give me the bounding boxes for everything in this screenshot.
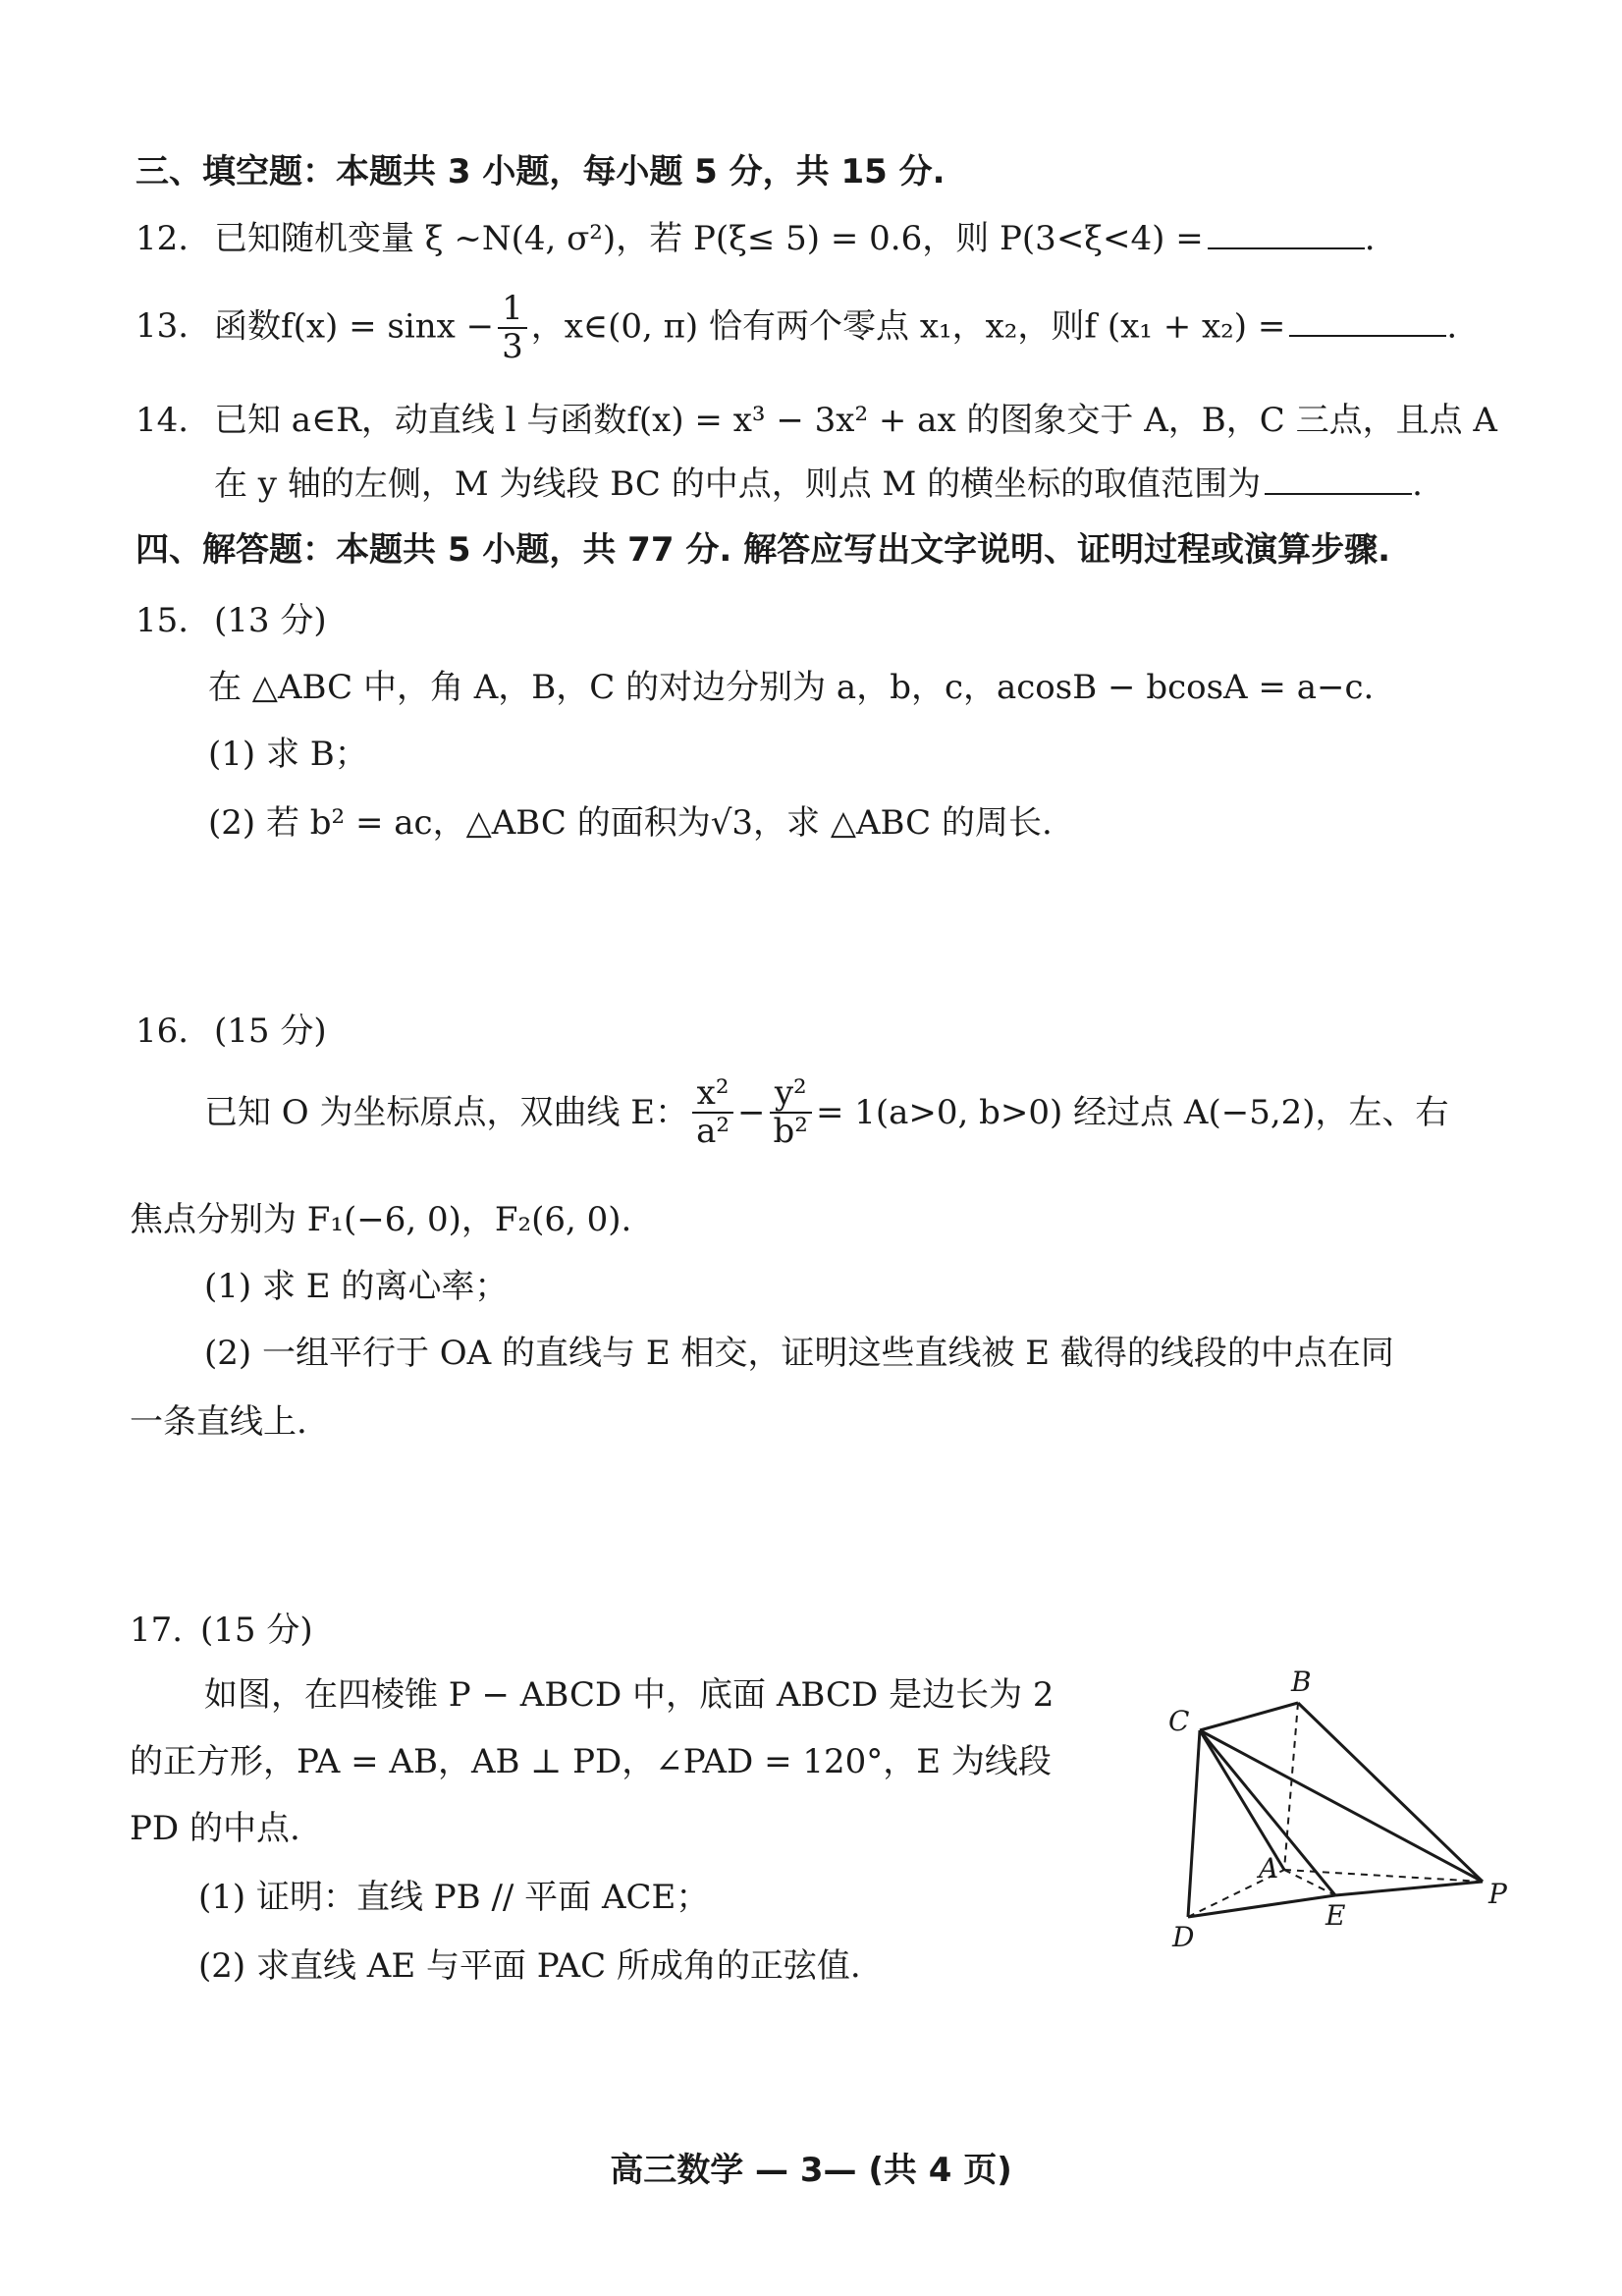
- answer-blank: [1289, 305, 1446, 337]
- label-E: E: [1325, 1899, 1346, 1932]
- question-17-stem-line2: 的正方形，PA = AB，AB ⊥ PD，∠PAD = 120°，E 为线段: [130, 1742, 1052, 1781]
- question-text-after: ，x∈(0, π) 恰有两个零点 x₁，x₂，则f (x₁ + x₂) =: [530, 306, 1286, 347]
- question-text-line1: 已知 a∈R，动直线 l 与函数f(x) = x³ − 3x² + ax 的图象交于 A，B，C 三点，且点 A: [214, 401, 1497, 440]
- answer-blank: [1265, 464, 1412, 495]
- question-12: [135, 218, 1376, 259]
- fraction-y: [770, 1075, 812, 1151]
- question-17-part2: (2) 求直线 AE 与平面 PAC 所成角的正弦值.: [198, 1946, 861, 1986]
- question-17-stem-line1: 如图，在四棱锥 P − ABCD 中，底面 ABCD 是边长为 2: [204, 1675, 1054, 1715]
- question-17-stem-line3: PD 的中点.: [130, 1809, 300, 1848]
- question-15-part1: (1) 求 B；: [208, 735, 368, 774]
- question-text-before: 函数f(x) = sinx −: [214, 306, 495, 347]
- pyramid-figure: [1159, 1660, 1532, 1954]
- minus-sign: −: [737, 1092, 766, 1132]
- label-P: P: [1488, 1878, 1507, 1910]
- question-14-line2: [214, 464, 1423, 505]
- edge-CD: [1188, 1730, 1200, 1917]
- question-16-part2-line2: 一条直线上.: [130, 1402, 307, 1442]
- question-16-part1: (1) 求 E 的离心率；: [204, 1267, 509, 1306]
- fraction: [498, 291, 527, 366]
- label-B: B: [1291, 1666, 1312, 1698]
- fraction-denominator: b²: [773, 1112, 808, 1152]
- question-number: 17.: [130, 1611, 184, 1650]
- edge-BA-hidden: [1284, 1703, 1298, 1870]
- period: .: [1364, 219, 1376, 258]
- label-C: C: [1168, 1705, 1190, 1737]
- fraction-x: [692, 1075, 733, 1151]
- question-score: (13 分): [214, 601, 327, 640]
- question-number: 14.: [135, 401, 189, 440]
- fraction-numerator: y²: [770, 1075, 812, 1114]
- question-number: 12.: [135, 219, 189, 258]
- stem-text-before: 已知 O 为坐标原点，双曲线 E：: [204, 1092, 689, 1132]
- fraction-denominator: 3: [502, 327, 523, 367]
- question-16-header: [135, 1011, 327, 1052]
- question-13: [135, 291, 1457, 366]
- section-4-heading: 四、解答题：本题共 5 小题，共 77 分. 解答应写出文字说明、证明过程或演算步骤.: [135, 530, 1390, 570]
- question-score: (15 分): [200, 1611, 313, 1650]
- question-15-header: [135, 601, 327, 641]
- question-score: (15 分): [214, 1011, 327, 1051]
- edge-DE: [1188, 1895, 1335, 1917]
- edge-EP: [1335, 1882, 1483, 1895]
- question-number: 16.: [135, 1011, 189, 1051]
- fraction-numerator: 1: [498, 291, 527, 329]
- fraction-denominator: a²: [696, 1112, 730, 1152]
- question-14: [135, 401, 1497, 441]
- stem-text-after: = 1(a>0, b>0) 经过点 A(−5,2)，左、右: [815, 1092, 1449, 1132]
- question-16-part2-line1: (2) 一组平行于 OA 的直线与 E 相交，证明这些直线被 E 截得的线段的中点在同: [204, 1334, 1394, 1373]
- edge-BP: [1298, 1703, 1483, 1882]
- question-text: 已知随机变量 ξ ~N(4, σ²)，若 P(ξ≤ 5) = 0.6，则 P(3<ξ<4) =: [214, 219, 1204, 258]
- question-text-line2: 在 y 轴的左侧，M 为线段 BC 的中点，则点 M 的横坐标的取值范围为: [214, 465, 1262, 504]
- page-footer: 高三数学 — 3— (共 4 页): [610, 2151, 1012, 2190]
- period: .: [1446, 306, 1458, 347]
- question-16-stem-line2: 焦点分别为 F₁(−6, 0)，F₂(6, 0).: [130, 1200, 632, 1239]
- section-3-heading: 三、填空题：本题共 3 小题，每小题 5 分，共 15 分.: [135, 152, 946, 191]
- question-17-part1: (1) 证明：直线 PB // 平面 ACE；: [198, 1878, 710, 1917]
- label-A: A: [1259, 1852, 1279, 1885]
- edge-AP-hidden: [1284, 1870, 1483, 1882]
- edge-CP: [1200, 1730, 1483, 1882]
- answer-blank: [1208, 218, 1365, 249]
- label-D: D: [1172, 1921, 1195, 1953]
- question-number: 13.: [135, 306, 189, 347]
- fraction-numerator: x²: [692, 1075, 733, 1114]
- edge-AE-hidden: [1284, 1870, 1335, 1895]
- edge-CB: [1200, 1703, 1298, 1730]
- question-15-stem: 在 △ABC 中，角 A，B，C 的对边分别为 a，b，c，acosB − bcosA = a−c.: [208, 668, 1375, 707]
- question-number: 15.: [135, 601, 189, 640]
- question-17-header: [130, 1611, 313, 1651]
- period: .: [1412, 465, 1423, 504]
- question-15-part2: (2) 若 b² = ac，△ABC 的面积为√3，求 △ABC 的周长.: [208, 803, 1053, 843]
- question-16-stem: [204, 1075, 1449, 1151]
